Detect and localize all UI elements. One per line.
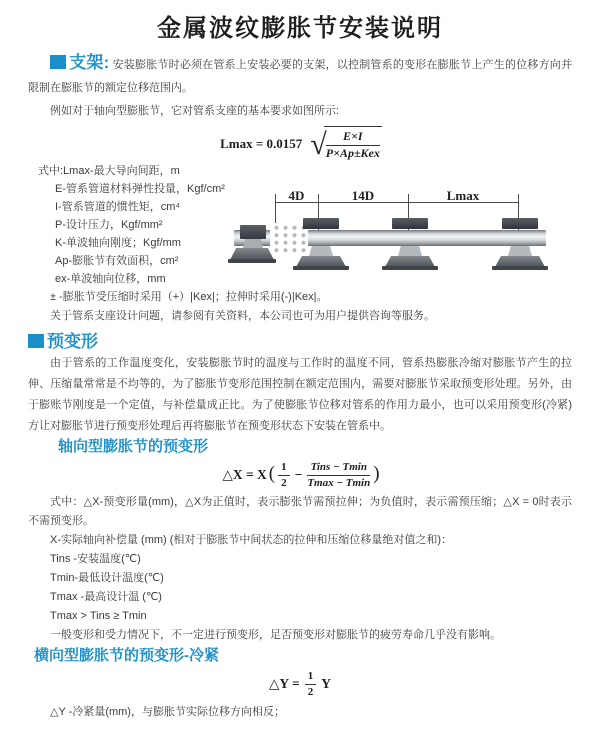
dim-label-4d: 4D [288, 188, 305, 203]
axial-line: Tins -安装温度(℃) [50, 553, 141, 565]
dimension-line [275, 202, 518, 203]
temp-frac-denominator: Tmax − Tmin [307, 476, 371, 489]
dim-label-14d: 14D [351, 188, 375, 203]
pipe-support-diagram [228, 188, 578, 288]
lateral-preform-formula [28, 667, 572, 701]
support-baseplate [492, 266, 548, 270]
axial-line: Tmin-最低设计温度(℃) [50, 572, 164, 584]
lateral-definition-line: △Y -冷紧量(mm)，与膨胀节实际位移方向相反； [50, 706, 285, 718]
lateral-preform-heading: 横向型膨胀节的预变形-冷紧 [34, 647, 219, 664]
axial-line: Tmax > Tins ≥ Tmin [50, 610, 147, 622]
half-numerator: 1 [278, 461, 290, 476]
anchor-baseplate [228, 259, 276, 263]
guide-support [293, 218, 349, 272]
definition-item: ex-单波轴向位移，mm [55, 273, 166, 285]
definition-item: 式中:Lmax-最大导向间距，m [38, 165, 180, 177]
anchor-flange [240, 225, 266, 239]
support-cap [392, 218, 428, 229]
half-denominator: 2 [281, 476, 287, 489]
section-bullet-icon [28, 334, 44, 348]
open-paren: ( [268, 463, 276, 484]
sqrt-body [324, 126, 382, 161]
definition-item: P-设计压力，Kgf/mm² [55, 219, 163, 231]
axial-preform-formula [28, 457, 572, 493]
minus-operator: − [294, 467, 303, 482]
axial-line: 一般变形和受力情况下，不一定进行预变形，足否预变形对膨胀节的疲劳寿命几乎没有影响。 [50, 629, 501, 641]
support-pedestal [508, 246, 532, 256]
axial-definition-lines [28, 493, 572, 645]
dim-label-lmax: Lmax [446, 188, 480, 203]
support-cap [303, 218, 339, 229]
temp-frac-numerator: Tins − Tmin [307, 461, 370, 476]
lateral-half-denominator: 2 [307, 685, 314, 698]
lateral-formula-rhs: Y [321, 676, 331, 691]
anchor-pedestal [243, 239, 263, 248]
definition-item: E-管系管道材料弹性投量，Kgf/cm² [55, 183, 225, 195]
support-cap [502, 218, 538, 229]
preform-paragraph: 由于管系的工作温度变化，安装膨胀节时的温度与工作时的温度不同，管系热膨胀冷缩对膨胀节产生的拉伸、压缩量常常是不均等的，为了膨胀节变形范围控制在额定范围内，需要对膨胀节采取预变形处理。另外，由于膨账节刚度是一个定值，与补偿量成正比。为了使膨胀节位移对管系的作用力最小，也可以采用预变形(冷紧)方让对膨胀节进行预变形处理后再将膨胀节在预变形状态下安装在管系中。 [28, 357, 572, 432]
definition-item: I-管系管道的惯性矩，cm⁴ [55, 201, 181, 213]
section-support-title: 支架: [69, 53, 110, 72]
lmax-formula-lhs: Lmax = 0.0157 [220, 135, 303, 151]
guide-support [382, 218, 438, 272]
lmax-formula-numerator: E×I [326, 130, 380, 146]
anchor-support [228, 220, 276, 268]
section-preform-heading [28, 331, 572, 353]
support-baseplate [382, 266, 438, 270]
definition-item: Ap-膨胀节有效面积，cm² [55, 255, 179, 267]
support-intro-paragraph [28, 54, 572, 100]
axial-formula-lhs: △X = X [222, 467, 267, 482]
definitions-and-diagram [28, 162, 572, 288]
note-plus-minus: ± -膨胀节受压缩时采用（+）|Kex|；拉伸时采用(-)|Kex|。 [50, 291, 328, 303]
axial-preform-heading: 轴向型膨胀节的预变形 [58, 438, 209, 455]
support-intro-text: 安装膨胀节时必须在管系上安装必要的支架，以控制管系的变形在膨胀节上产生的位移方向并限制在膨胀节的额定位移范围内。 [28, 59, 572, 94]
axial-line: X-实际轴向补偿量 (mm) (相对于膨胀节中间状态的拉伸和压缩位移量绝对值之和)： [50, 534, 453, 546]
lateral-half-numerator: 1 [305, 670, 317, 685]
support-example-line: 例如对于轴向型膨胀节，它对管系支座的基本要求如图所示: [50, 105, 340, 117]
axial-line: Tmax -最高设计温 (℃) [50, 591, 162, 603]
guide-support [492, 218, 548, 272]
note-service: 关于管系支座设计问题，请参阅有关资料，本公司也可为用户提供咨询等服务。 [50, 310, 435, 322]
lmax-formula [28, 125, 572, 162]
section-preform-title: 预变形 [47, 332, 98, 351]
section-support-heading [50, 53, 109, 72]
support-baseplate [293, 266, 349, 270]
close-paren: ) [373, 463, 380, 484]
definition-item: K-单波轴向刚度；Kgf/mm [55, 237, 181, 249]
support-pedestal [309, 246, 333, 256]
support-pedestal [398, 246, 422, 256]
axial-line: 式中：△X-预变形量(mm)，△X为正值时，表示膨张节需预拉伸；为负值时，表示需预压缩；△X = 0时表示不需预变形。 [28, 496, 572, 527]
document-page [0, 13, 600, 722]
page-title: 金属波纹膨胀节安装说明 [157, 15, 443, 42]
lateral-formula-lhs: △Y = [269, 676, 300, 691]
section-bullet-icon [50, 55, 66, 69]
lmax-formula-denominator: P×Ap±Kex [325, 146, 380, 160]
sqrt-radical-icon: √ [310, 127, 327, 161]
